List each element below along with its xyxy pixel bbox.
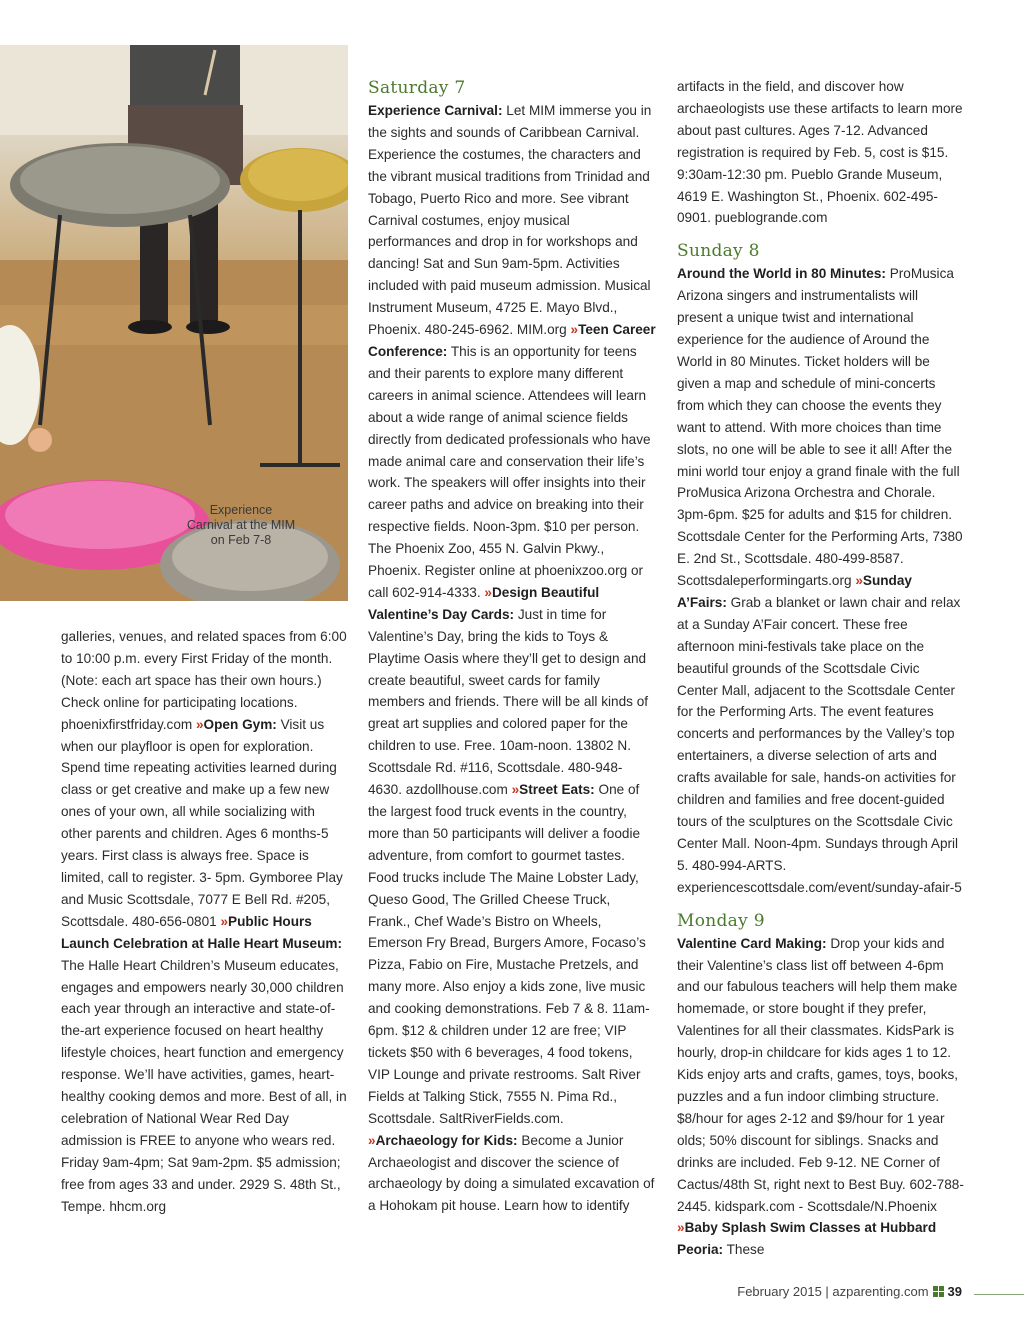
event-title: Valentine Card Making: <box>677 935 827 951</box>
event-title: Around the World in 80 Minutes: <box>677 266 886 282</box>
column-1 <box>61 626 347 1217</box>
event-title: Street Eats: <box>519 782 595 798</box>
day-heading: Saturday 7 <box>368 78 466 98</box>
grid-icon <box>933 1286 944 1297</box>
bullet-arrow-icon: » <box>511 782 520 798</box>
bullet-arrow-icon: » <box>368 1132 376 1148</box>
events-paragraph: Around the World in 80 Minutes: ProMusica Arizona singers and instrumentalists will present a unique twist and international experience for the audience of Around the World in 80 Minutes. Ticket holders will be given a map and schedule of mini-concerts from which they can choose the events they want to attend. With more choices than time slots, no one will be able to see it all! After the mini world tour enjoy a grand finale with the full ProMusica Arizona Orchestra and Chorale. 3pm-6pm. $25 for adults and $15 for children. Scottsdale Center for the Performing Arts, 7380 E. 2nd St., Scottsdale. 480-499-8587. Scottsdaleperformingarts.org »Sunday A’Fairs: Grab a blanket or lawn chair and relax at a Sunday A’Fair concert. These free afternoon mini-festivals take place on the beautiful grounds of the Scottsdale Civic Center Mall, adjacent to the Scottsdale Center for the Performing Arts. The event features concerts and performances by the Valley’s top entertainers, a diverse selection of arts and crafts available for sale, hands-on activities for children and families and free docent-guided tours of the sculptures on the Scottsdale Civic Center Mall. Noon-4pm. Sundays through April 5. 480-994-ARTS. experiencescottsdale.com/event/sunday-afair-5 <box>677 266 963 895</box>
event-title: Sunday A’Fairs: <box>677 573 912 610</box>
events-paragraph: galleries, venues, and related spaces from 6:00 to 10:00 p.m. every First Friday of the month. (Note: each art space has their own hours.) Check online for participating locations. phoenixfirstfriday.com »Open Gym: Visit us when our playfloor is open for exploration. Spend time repeating activities learned during class or get creative and make up a few new ones of your own, all while socializing with other parents and children. Ages 6 months-5 years. First class is always free. Space is limited, call to register. 3- 5pm. Gymboree Play and Music Scottsdale, 7077 E Bell Rd. #205, Scottsdale. 480-656-0801 »Public Hours Launch Celebration at Halle Heart Museum: The Halle Heart Children’s Museum educates, engages and empowers nearly 30,000 children each year through an interactive and state-of-the-art experience focused on heart healthy lifestyle choices, heart function and emergency response. We’ll have activities, games, heart-healthy cooking demos and more. Best of all, in celebration of National Wear Red Day admission is FREE to anyone who wears red. Friday 9am-4pm; Sat 9am-2pm. $5 admission; free from ages 33 and under. 2929 S. 48th St., Tempe. hhcm.org <box>61 629 347 1214</box>
footer-text <box>737 1284 962 1299</box>
caption-line: Carnival at the MIM <box>186 518 296 532</box>
photo-caption <box>178 503 304 548</box>
footer-rule <box>974 1294 1024 1295</box>
events-paragraph: artifacts in the field, and discover how archaeologists use these artifacts to learn more about past cultures. Ages 7-12. Advanced registration is required by Feb. 5, cost is $15. 9:30am-12:30 pm. Pueblo Grande Museum, 4619 E. Washington St., Phoenix. 602-495-0901. pueblogrande.com <box>677 79 963 226</box>
column-3 <box>677 76 964 1261</box>
event-title: Open Gym: <box>203 716 277 732</box>
page-number: 39 <box>947 1284 962 1299</box>
bullet-arrow-icon: » <box>855 573 863 589</box>
bullet-arrow-icon: » <box>677 1220 685 1236</box>
day-heading: Monday 9 <box>677 910 765 931</box>
events-paragraph: Experience Carnival: Let MIM immerse you in the sights and sounds of Caribbean Carnival. Experience the costumes, the characters and the vibrant musical traditions from Trinidad and Tobago, Puerto Rico and more. See vibrant Carnival costumes, enjoy musical performances and drop in for workshops and dancing! Sat and Sun 9am-5pm. Activities included with paid museum admission. Musical Instrument Museum, 4725 E. Mayo Blvd., Phoenix. 480-245-6962. MIM.org »Teen Career Conference: This is an opportunity for teens and their parents to explore many different careers in animal science. Attendees will learn about a wide range of animal science fields directly from dedicated professionals who have made animal care and conservation their life’s work. The speakers will offer insights into their career paths and advice on breaking into their respective fields. Noon-3pm. $10 per person. The Phoenix Zoo, 455 N. Galvin Pkwy., Phoenix. Register online at phoenixzoo.org or call 602-914-4333. »Design Beautiful Valentine’s Day Cards: Just in time for Valentine’s Day, bring the kids to Toys & Playtime Oasis where they’ll get to design and create beautiful, sweet cards for family members and friends. There will be all kinds of great art supplies and colored paper for the children to use. Free. 10am-noon. 13802 N. Scottsdale Rd. #116, Scottsdale. 480-948-4630. azdollhouse.com »Street Eats: One of the largest food truck events in the country, more than 50 participants will deliver a foodie adventure, from comfort to gourmet tastes. Food trucks include The Maine Lobster Lady, Queso Good, The Grilled Cheese Truck, Frank., Chef Wade’s Bistro on Wheels, Emerson Fry Bread, Burgers Amore, Focaso’s Pizza, Fabio on Fire, Mustache Pretzels, and many more. Also enjoy a kids zone, live music and cooking demonstrations. Feb 7 & 8. 11am-6pm. $12 & children under 12 are free; VIP tickets $50 with 6 beverages, 4 food tokens, VIP Lounge and private restrooms. Salt River Fields at Talking Stick, 7555 N. Pima Rd., Scottsdale. SaltRiverFields.com. »Archaeology for Kids: Become a Junior Archaeologist and discover the science of archaeology by doing a simulated excavation of a Hohokam pit house. Learn how to identify <box>368 103 656 1214</box>
event-title: Design Beautiful Valentine’s Day Cards: <box>368 584 600 622</box>
caption-line: on Feb 7-8 <box>210 533 272 547</box>
carnival-photo <box>0 45 348 601</box>
event-title: Baby Splash Swim Classes at Hubbard Peoria: <box>677 1220 937 1258</box>
bullet-arrow-icon: » <box>484 584 492 600</box>
event-title: Public Hours Launch Celebration at Halle Heart Museum: <box>61 913 342 951</box>
events-paragraph: Valentine Card Making: Drop your kids and their Valentine’s class list off between 4-6pm and our fabulous teachers will help them make homemade, or store bought if they prefer, Valentines for all their classmates. KidsPark is hourly, drop-in childcare for kids ages 1 to 12. Kids enjoy arts and crafts, games, toys, books, puzzles and a fun indoor climbing structure. $8/hour for ages 2-12 and $9/hour for 1 year olds; 50% discount for siblings. Snacks and drinks are included. Feb 9-12. NE Corner of Cactus/48th St, right next to Best Buy. 602-788-2445. kidspark.com - Scottsdale/N.Phoenix »Baby Splash Swim Classes at Hubbard Peoria: These <box>677 935 964 1258</box>
bullet-arrow-icon: » <box>220 913 229 929</box>
bullet-arrow-icon: » <box>570 322 579 338</box>
caption-line: Experience <box>209 503 273 517</box>
column-2 <box>368 76 656 1217</box>
page-footer <box>0 1284 1024 1304</box>
day-heading: Sunday 8 <box>677 241 760 262</box>
event-title: Experience Carnival: <box>368 103 503 118</box>
footer-publication: February 2015 | azparenting.com <box>737 1284 929 1299</box>
event-title: Archaeology for Kids: <box>375 1132 518 1148</box>
bullet-arrow-icon: » <box>195 716 204 732</box>
event-title: Teen Career Conference: <box>368 322 656 359</box>
